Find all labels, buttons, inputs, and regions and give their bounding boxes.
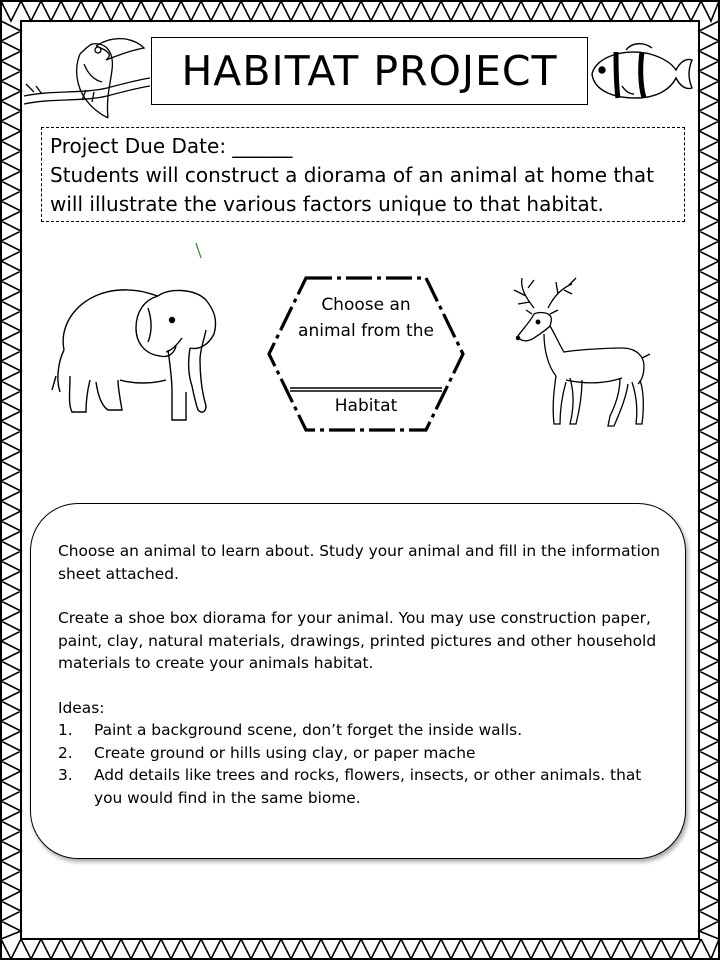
ideas-heading: Ideas: bbox=[58, 698, 105, 717]
ideas-list bbox=[58, 719, 673, 809]
deer-illustration bbox=[504, 274, 654, 436]
idea-text: Add details like trees and rocks, flowers, insects, or other animals. that you would find in the same biome. bbox=[94, 766, 642, 807]
hexagon-line-3: Habitat bbox=[334, 396, 398, 416]
hexagon-text-top bbox=[266, 292, 466, 344]
instructions-paragraph-1: Choose an animal to learn about. Study your animal and fill in the information sheet attached. bbox=[58, 542, 661, 583]
idea-item bbox=[58, 742, 673, 765]
elephant-illustration bbox=[48, 280, 223, 430]
idea-text: Create ground or hills using clay, or paper mache bbox=[94, 743, 476, 762]
stray-mark bbox=[194, 242, 204, 260]
idea-number: 1. bbox=[58, 721, 73, 739]
description-line-2: will illustrate the various factors unique to that habitat. bbox=[50, 192, 604, 216]
instructions-box bbox=[30, 503, 686, 859]
toucan-illustration bbox=[22, 24, 152, 124]
idea-item bbox=[58, 719, 673, 742]
idea-item bbox=[58, 764, 673, 809]
hexagon-line-1: Choose an bbox=[321, 295, 411, 315]
due-date-label: Project Due Date: ______ bbox=[50, 134, 293, 158]
description-line-1: Students will construct a diorama of an animal at home that bbox=[50, 163, 655, 187]
page-title: HABITAT PROJECT bbox=[181, 46, 558, 95]
idea-number: 2. bbox=[58, 743, 73, 762]
idea-number: 3. bbox=[58, 766, 73, 784]
title-box bbox=[151, 37, 588, 105]
idea-text: Paint a background scene, don’t forget the inside walls. bbox=[94, 721, 523, 739]
project-due-box bbox=[41, 127, 685, 222]
hexagon-line-2: animal from the bbox=[298, 321, 434, 341]
clownfish-illustration bbox=[586, 40, 694, 106]
instructions-paragraph-2: Create a shoe box diorama for your animal. You may use construction paper, paint, clay, natural materials, drawings, printed pictures and other household materials to create your animals habitat. bbox=[58, 609, 657, 672]
choose-animal-hexagon bbox=[266, 275, 466, 433]
